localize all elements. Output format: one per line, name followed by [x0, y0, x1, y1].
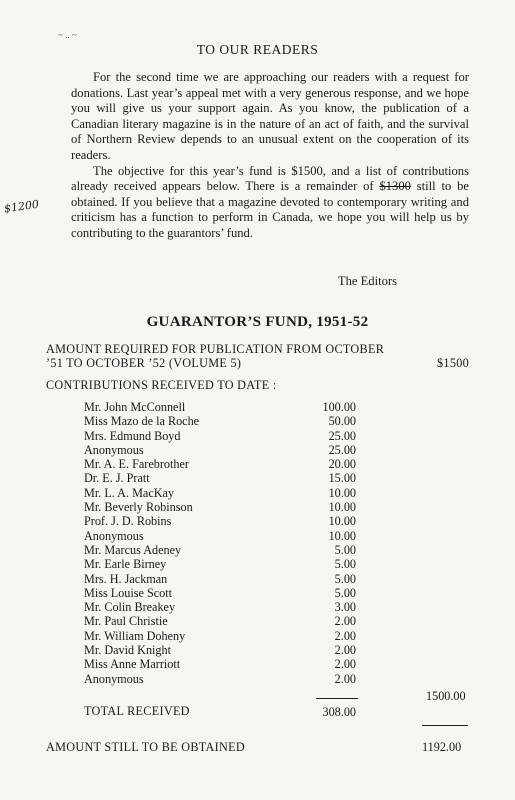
still-to-obtain-value: 1192.00	[422, 740, 462, 754]
contribution-amount: 5.00	[334, 557, 356, 572]
amount-required-line-1: AMOUNT REQUIRED FOR PUBLICATION FROM OCTOBER	[46, 342, 385, 356]
contribution-amount: 10.00	[328, 528, 356, 543]
contributor-name: Mrs. Edmund Boyd	[84, 428, 181, 443]
contribution-row	[0, 500, 515, 514]
total-received-value: 308.00	[322, 705, 356, 719]
handwritten-correction: $1200	[3, 197, 40, 216]
contribution-amount: 100.00	[322, 400, 356, 414]
total-rule	[316, 698, 358, 699]
contribution-row	[0, 471, 515, 485]
contribution-amount: 2.00	[334, 628, 356, 643]
signature: The Editors	[337, 274, 397, 288]
still-to-obtain-label: AMOUNT STILL TO BE OBTAINED	[46, 740, 245, 754]
contribution-amount: 15.00	[328, 471, 356, 486]
contribution-amount: 50.00	[328, 414, 356, 429]
contributor-name: Mr. L. A. MacKay	[84, 485, 175, 500]
paragraph-2-part-1: The objective for this year’s fund is $1500, and a list of contributions already received appears below. There is a remainder of	[71, 163, 469, 194]
remaining-rule	[422, 725, 468, 726]
contributor-name: Miss Louise Scott	[84, 585, 173, 600]
contribution-row	[0, 586, 515, 600]
contribution-row	[0, 429, 515, 443]
contributor-name: Miss Anne Marriott	[84, 657, 181, 672]
contribution-amount: 2.00	[334, 643, 356, 658]
contribution-amount: 5.00	[334, 571, 356, 586]
contribution-amount: 2.00	[334, 657, 356, 672]
contributor-name: Dr. E. J. Pratt	[84, 471, 150, 486]
contribution-row	[0, 414, 515, 428]
contributor-name: Miss Mazo de la Roche	[84, 414, 200, 429]
contributor-name: Mr. A. E. Farebrother	[84, 457, 189, 472]
contribution-amount: 20.00	[328, 457, 356, 472]
contributor-name: Mr. Beverly Robinson	[84, 500, 193, 515]
contributor-name: Mr. William Doheny	[84, 628, 186, 643]
contributions-heading: CONTRIBUTIONS RECEIVED TO DATE :	[46, 378, 277, 392]
contributor-name: Mr. Earle Birney	[84, 557, 167, 572]
page-title: TO OUR READERS	[196, 42, 319, 57]
contributor-name: Mr. Colin Breakey	[84, 600, 176, 615]
contribution-amount: 5.00	[334, 585, 356, 600]
fund-title: GUARANTOR’S FUND, 1951-52	[146, 314, 369, 330]
contribution-amount: 10.00	[328, 500, 356, 515]
contributor-name: Mr. David Knight	[84, 643, 172, 658]
paragraph-2	[71, 164, 469, 242]
contribution-row	[0, 643, 515, 657]
contributions-list	[0, 400, 515, 686]
contributor-name: Mr. Marcus Adeney	[84, 542, 182, 557]
amount-required	[46, 343, 471, 370]
subtotal-value: 1500.00	[426, 689, 466, 703]
contribution-amount: 5.00	[334, 542, 356, 557]
amount-required-line-2: ’51 TO OCTOBER ’52 (VOLUME 5)	[46, 355, 242, 370]
contribution-amount: 25.00	[328, 442, 356, 457]
paragraph-2-part-2: still to be obtained. If you believe that a magazine devoted to contemporary writing and criticism has a function to perform in Canada, we hope you will help us by contributing to the guarantors’ fund.	[71, 179, 470, 240]
contribution-amount: 3.00	[334, 600, 356, 615]
contribution-row	[0, 400, 515, 414]
contributor-name: Mr. John McConnell	[84, 400, 186, 414]
contribution-amount: 2.00	[334, 614, 356, 629]
contribution-row	[0, 557, 515, 571]
contribution-row	[0, 629, 515, 643]
contributor-name: Mrs. H. Jackman	[84, 571, 168, 586]
contribution-row	[0, 443, 515, 457]
contribution-row	[0, 600, 515, 614]
contributor-name: Prof. J. D. Robins	[84, 514, 172, 529]
amount-required-value: $1500	[437, 355, 469, 370]
contributor-name: Anonymous	[84, 442, 144, 457]
contribution-row	[0, 614, 515, 628]
paragraph-1: For the second time we are approaching our readers with a request for donations. Last year’s appeal met with a very generous response, and we hope you will give us your support again. As you know, the publication of a Canadian literary magazine is in the nature of an act of faith, and the survival of Northern Review depends to an unusual extent on the cooperation of its readers.	[71, 70, 469, 162]
contribution-row	[0, 572, 515, 586]
contribution-row	[0, 486, 515, 500]
contribution-amount: 10.00	[328, 514, 356, 529]
contributor-name: Anonymous	[84, 671, 144, 686]
page-mark: ~ .. ~	[58, 30, 77, 40]
contribution-amount: 2.00	[334, 671, 356, 686]
contribution-row	[0, 543, 515, 557]
contribution-row	[0, 457, 515, 471]
letter-body	[71, 70, 469, 242]
contribution-amount: 10.00	[328, 485, 356, 500]
contribution-row	[0, 514, 515, 528]
contribution-amount: 25.00	[328, 428, 356, 443]
total-received-label: TOTAL RECEIVED	[84, 704, 190, 718]
struck-amount: $1300	[379, 179, 411, 194]
contribution-row	[0, 672, 515, 686]
contribution-row	[0, 657, 515, 671]
contribution-row	[0, 529, 515, 543]
contributor-name: Mr. Paul Christie	[84, 614, 168, 629]
contributor-name: Anonymous	[84, 528, 144, 543]
